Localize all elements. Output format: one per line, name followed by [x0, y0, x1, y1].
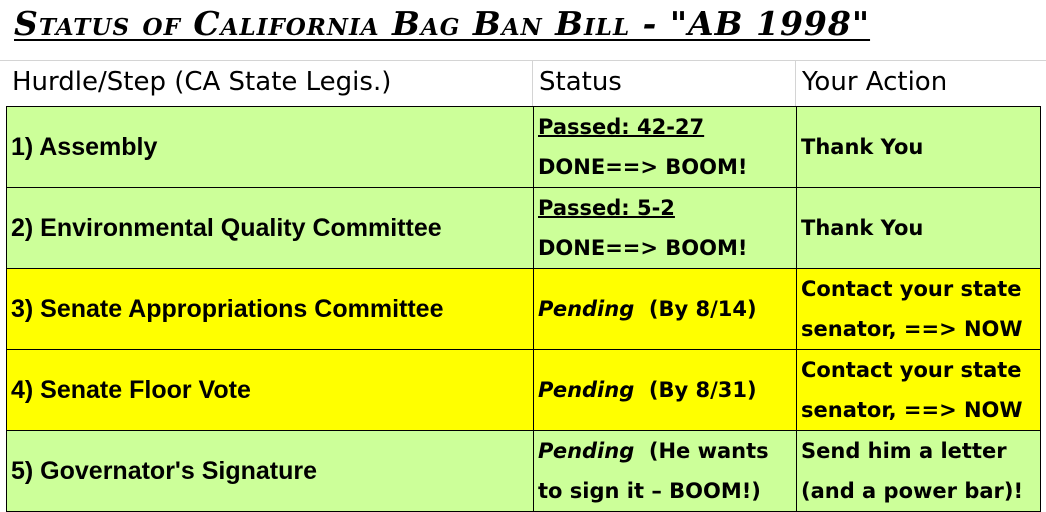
- table-row: [7, 350, 1041, 431]
- step-cell: 1) Assembly: [7, 107, 534, 188]
- status-cell: [534, 431, 797, 512]
- step-cell: 3) Senate Appropriations Committee: [7, 269, 534, 350]
- step-cell: 5) Governator's Signature: [7, 431, 534, 512]
- step-cell: 2) Environmental Quality Committee: [7, 188, 534, 269]
- action-cell: [797, 188, 1041, 269]
- step-cell: 4) Senate Floor Vote: [7, 350, 534, 431]
- status-cell: [534, 188, 797, 269]
- status-cell: [534, 269, 797, 350]
- status-line: Passed: 42-27: [538, 115, 705, 139]
- pending-label: Pending: [538, 439, 635, 463]
- header-row: [0, 61, 1046, 106]
- status-line: DONE==> BOOM!: [538, 236, 748, 260]
- table-row: [7, 188, 1041, 269]
- action-line: (and a power bar)!: [801, 479, 1024, 503]
- status-line: DONE==> BOOM!: [538, 155, 748, 179]
- pending-label: Pending: [538, 378, 635, 402]
- header-status: Status: [533, 61, 796, 106]
- action-line: Thank You: [801, 135, 924, 159]
- action-line: Contact your state: [801, 277, 1022, 301]
- status-line: to sign it – BOOM!): [538, 479, 761, 503]
- action-cell: [797, 107, 1041, 188]
- status-cell: [534, 350, 797, 431]
- action-line: Thank You: [801, 216, 924, 240]
- action-line: Contact your state: [801, 358, 1022, 382]
- action-cell: [797, 269, 1041, 350]
- header-step: Hurdle/Step (CA State Legis.): [6, 61, 533, 106]
- header-action: Your Action: [802, 67, 948, 97]
- status-table: [6, 106, 1041, 512]
- action-cell: [797, 431, 1041, 512]
- status-cell: [534, 107, 797, 188]
- status-note: (By 8/14): [634, 297, 757, 321]
- action-cell: [797, 350, 1041, 431]
- status-note: (He wants: [634, 439, 769, 463]
- action-line: senator, ==> NOW: [801, 398, 1023, 422]
- table-row: [7, 431, 1041, 512]
- title-row: [0, 0, 1046, 61]
- page-title: Status of California Bag Ban Bill - "AB 1998": [14, 4, 871, 43]
- action-line: Send him a letter: [801, 439, 1007, 463]
- pending-label: Pending: [538, 297, 635, 321]
- status-note: (By 8/31): [634, 378, 757, 402]
- action-line: senator, ==> NOW: [801, 317, 1023, 341]
- status-line: Passed: 5-2: [538, 196, 675, 220]
- table-row: [7, 269, 1041, 350]
- table-row: [7, 107, 1041, 188]
